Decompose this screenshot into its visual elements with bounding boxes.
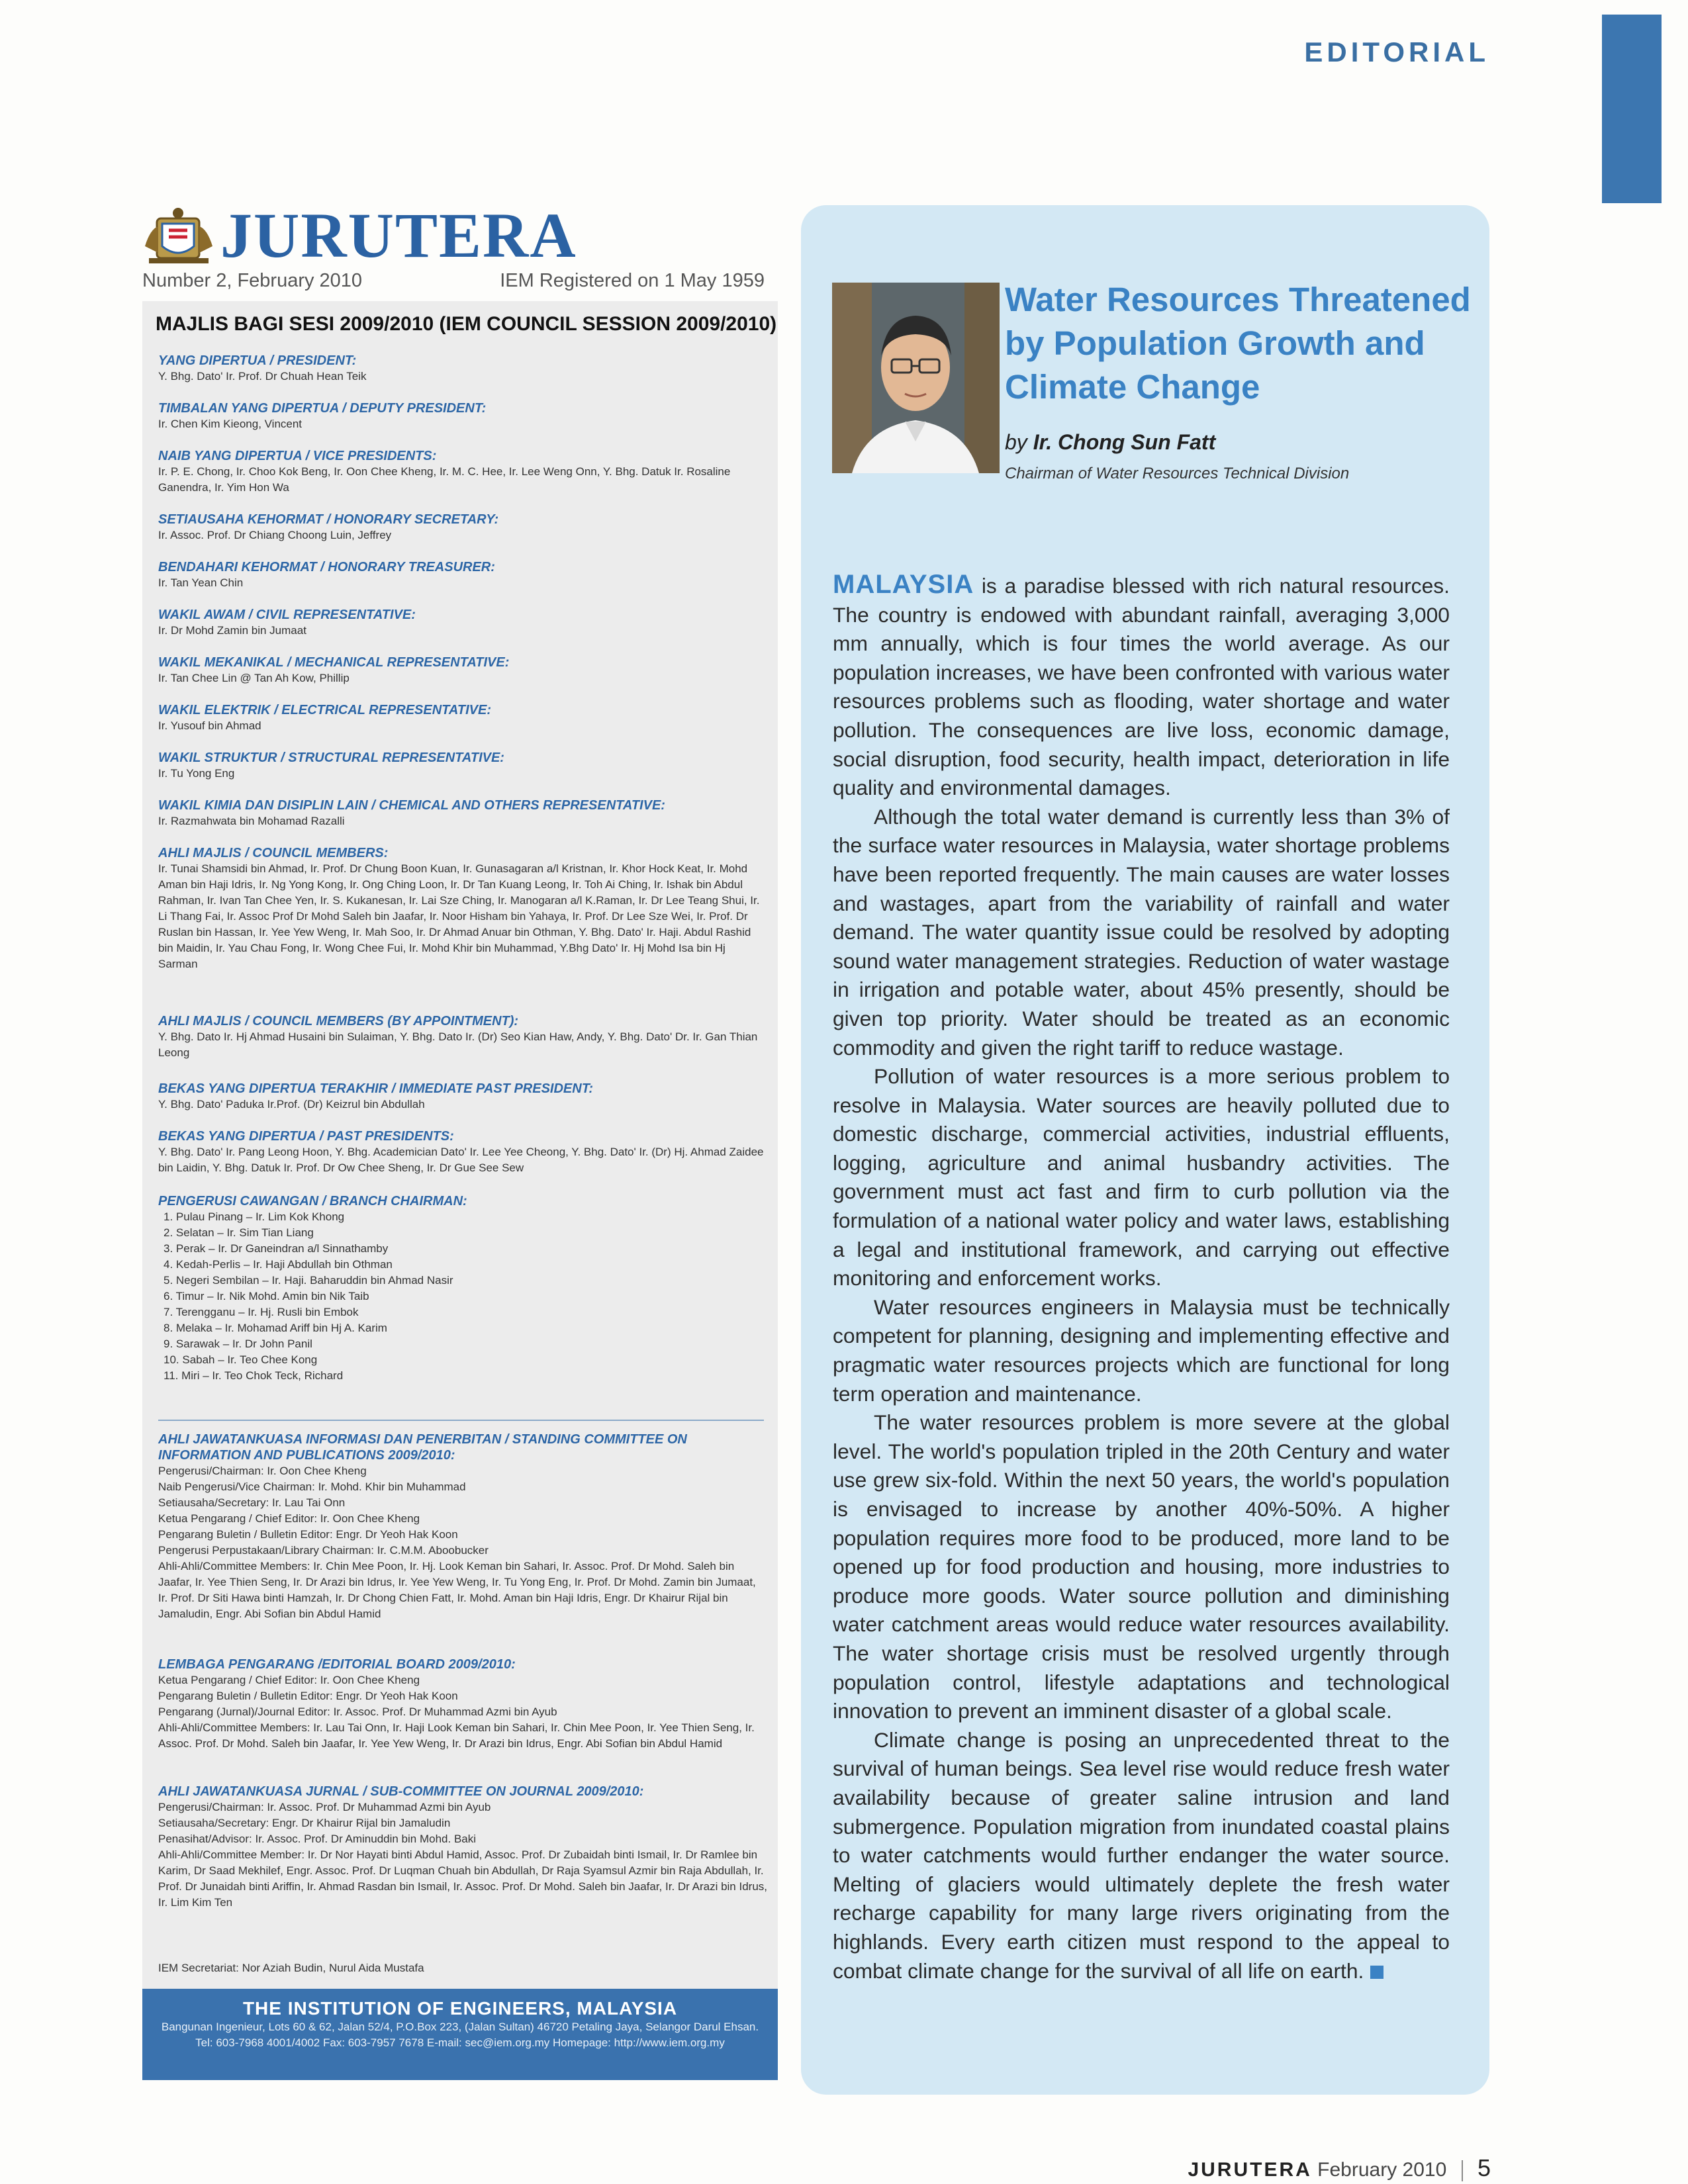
committee-line: Ketua Pengarang / Chief Editor: Ir. Oon Chee Kheng bbox=[158, 1674, 420, 1686]
section-heading: WAKIL AWAM / CIVIL REPRESENTATIVE: bbox=[158, 608, 416, 622]
section-heading: NAIB YANG DIPERTUA / VICE PRESIDENTS: bbox=[158, 449, 437, 463]
section-heading: BENDAHARI KEHORMAT / HONORARY TREASURER: bbox=[158, 560, 495, 574]
section-heading: AHLI MAJLIS / COUNCIL MEMBERS (BY APPOINTMENT): bbox=[158, 1014, 519, 1028]
branch-list bbox=[158, 1209, 767, 1384]
council-section-treasurer bbox=[158, 559, 767, 591]
section-body: Ir. Assoc. Prof. Dr Chiang Choong Luin, Jeffrey bbox=[158, 529, 392, 541]
article-paragraph: Although the total water demand is currently less than 3% of the surface water resources in Malaysia, water shortage problems have been reported frequently. The main causes are water losses and wastages, apart from the variability of rainfall and water demand. The water quantity issue could be resolved by adopting sound water management strategies. Reduction of water wastage in irrigation and potable water, about 45% presently, should be given top priority. Water should be treated as an economic commodity and given the right tariff to reduce wastage. bbox=[833, 804, 1450, 1060]
committee-line: Pengarang Buletin / Bulletin Editor: Engr. Dr Yeoh Hak Koon bbox=[158, 1690, 458, 1702]
page-number: 5 bbox=[1477, 2154, 1491, 2181]
council-section-appointed-members bbox=[158, 1013, 767, 1061]
council-section-immediate-past-president bbox=[158, 1081, 767, 1113]
secretariat-text: IEM Secretariat: Nor Aziah Budin, Nurul Aida Mustafa bbox=[158, 1962, 424, 1974]
section-body: Ir. Tan Chee Lin @ Tan Ah Kow, Phillip bbox=[158, 672, 350, 684]
section-heading: WAKIL ELEKTRIK / ELECTRICAL REPRESENTATIVE: bbox=[158, 703, 491, 717]
committee-line: Ahli-Ahli/Committee Members: Ir. Chin Mee Poon, Ir. Hj. Look Keman bin Sahari, Ir. Assoc. Prof. Dr Mohd. Saleh bin Jaafar, Ir. Yee Thien Seng, Ir. Dr Arazi bin Idrus, Ir. Yee Yew Weng, Ir. Tu Yong Eng, Ir. Prof. Dr Mohd. Zamin bin Jumaat, Ir. Prof. Dr Siti Hawa binti Hamzah, Ir. Dr Chong Chien Fatt, Ir. Mohd. Aman bin Haji Idris, Engr. Dr Khairur Rijal bin Jamaludin, Engr. Abi Sofian bin Abdul Hamid bbox=[158, 1560, 756, 1620]
article-paragraph bbox=[833, 1726, 1450, 1985]
council-section-electrical bbox=[158, 702, 767, 734]
lead-word: MALAYSIA bbox=[833, 570, 974, 599]
author-photo bbox=[832, 283, 1000, 473]
section-heading: BEKAS YANG DIPERTUA TERAKHIR / IMMEDIATE PAST PRESIDENT: bbox=[158, 1081, 594, 1096]
committee-line: Setiausaha/Secretary: Engr. Dr Khairur Rijal bin Jamaludin bbox=[158, 1817, 451, 1829]
footer-magazine: JURUTERA bbox=[1188, 2159, 1312, 2181]
committee-information-publications bbox=[158, 1432, 767, 1622]
council-panel bbox=[142, 301, 778, 1989]
masthead-issue: Number 2, February 2010 bbox=[142, 270, 363, 291]
council-section-past-presidents bbox=[158, 1128, 767, 1176]
council-section-council-members bbox=[158, 845, 767, 972]
committee-journal bbox=[158, 1784, 767, 1911]
list-item: 6. Timur – Ir. Nik Mohd. Amin bin Nik Taib bbox=[164, 1290, 369, 1302]
list-item: 9. Sarawak – Ir. Dr John Panil bbox=[164, 1338, 312, 1350]
committee-line: Ketua Pengarang / Chief Editor: Ir. Oon Chee Kheng bbox=[158, 1512, 420, 1525]
section-heading: AHLI JAWATANKUASA JURNAL / SUB-COMMITTEE ON JOURNAL 2009/2010: bbox=[158, 1784, 644, 1799]
section-heading: TIMBALAN YANG DIPERTUA / DEPUTY PRESIDENT: bbox=[158, 401, 487, 416]
list-item: 7. Terengganu – Ir. Hj. Rusli bin Embok bbox=[164, 1306, 359, 1318]
byline-prefix: by bbox=[1005, 430, 1027, 454]
council-section-chemical bbox=[158, 797, 767, 829]
section-label: EDITORIAL bbox=[1304, 36, 1489, 68]
committee-line: Ahli-Ahli/Committee Member: Ir. Dr Nor Hayati binti Abdul Hamid, Assoc. Prof. Dr Zubaidah binti Ismail, Ir. Dr Ramlee bin Karim, Dr Saad Mekhilef, Engr. Assoc. Prof. Dr Luqman Chuah bin Abdullah, Dr Raja Syamsul Azmir bin Raja Abdullah, Ir. Prof. Dr Junaidah binti Ariffin, Ir. Ahmad Rasdan bin Ismail, Ir. Assoc. Prof. Dr Mohd. Saleh bin Jaafar, Ir. Dr Arazi bin Idrus, Ir. Lim Kim Ten bbox=[158, 1848, 768, 1909]
list-item: 11. Miri – Ir. Teo Chok Teck, Richard bbox=[164, 1369, 344, 1382]
list-item: 4. Kedah-Perlis – Ir. Haji Abdullah bin Othman bbox=[164, 1258, 393, 1271]
article-body bbox=[833, 570, 1450, 1985]
committee-line: Pengarang (Jurnal)/Journal Editor: Ir. Assoc. Prof. Dr Muhammad Azmi bin Ayub bbox=[158, 1706, 557, 1718]
committee-line: Setiausaha/Secretary: Ir. Lau Tai Onn bbox=[158, 1496, 346, 1509]
section-body: Y. Bhg. Dato Ir. Hj Ahmad Husaini bin Sulaiman, Y. Bhg. Dato Ir. (Dr) Seo Kian Haw, Andy, Y. Bhg. Dato' Dr. Ir. Gan Thian Leong bbox=[158, 1030, 758, 1059]
list-item: 3. Perak – Ir. Dr Ganeindran a/l Sinnathamby bbox=[164, 1242, 389, 1255]
list-item: 2. Selatan – Ir. Sim Tian Liang bbox=[164, 1226, 314, 1239]
section-heading: YANG DIPERTUA / PRESIDENT: bbox=[158, 353, 357, 368]
section-body: Y. Bhg. Dato' Ir. Pang Leong Hoon, Y. Bhg. Academician Dato' Ir. Lee Yee Cheong, Y. Bhg. Dato' Ir. (Dr) Hj. Ahmad Zaidee bin Laidin, Y. Bhg. Datuk Ir. Prof. Dr Ow Chee Sheng, Ir. Dr Gue See Sew bbox=[158, 1146, 764, 1174]
secretariat bbox=[158, 1960, 767, 1976]
institution-address: Bangunan Ingenieur, Lots 60 & 62, Jalan 52/4, P.O.Box 223, (Jalan Sultan) 46720 Petaling Jaya, Selangor Darul Ehsan. bbox=[161, 2021, 759, 2033]
committee-line: Ahli-Ahli/Committee Members: Ir. Lau Tai Onn, Ir. Haji Look Keman bin Sahari, Ir. Chin Mee Poon, Ir. Yee Thien Seng, Ir. Assoc. Prof. Dr Mohd. Saleh bin Jaafar, Ir. Yee Yew Weng, Ir. Dr Arazi bin Idrus, Engr. Abi Sofian bin Abdul Hamid bbox=[158, 1721, 755, 1750]
section-heading: PENGERUSI CAWANGAN / BRANCH CHAIRMAN: bbox=[158, 1194, 467, 1208]
council-section-president bbox=[158, 353, 767, 385]
section-heading: WAKIL KIMIA DAN DISIPLIN LAIN / CHEMICAL AND OTHERS REPRESENTATIVE: bbox=[158, 798, 665, 813]
committee-editorial-board bbox=[158, 1657, 767, 1752]
section-body: Ir. P. E. Chong, Ir. Choo Kok Beng, Ir. Oon Chee Kheng, Ir. M. C. Hee, Ir. Lee Weng Onn, Y. Bhg. Datuk Ir. Rosaline Ganendra, Ir. Yim Hon Wa bbox=[158, 465, 731, 494]
divider bbox=[158, 1420, 764, 1421]
section-heading: BEKAS YANG DIPERTUA / PAST PRESIDENTS: bbox=[158, 1129, 454, 1144]
list-item: 10. Sabah – Ir. Teo Chee Kong bbox=[164, 1353, 318, 1366]
footer-issue: February 2010 bbox=[1317, 2159, 1447, 2181]
section-body: Y. Bhg. Dato' Ir. Prof. Dr Chuah Hean Teik bbox=[158, 370, 367, 383]
section-body: Ir. Tu Yong Eng bbox=[158, 767, 235, 780]
committee-line: Pengerusi Perpustakaan/Library Chairman: Ir. C.M.M. Aboobucker bbox=[158, 1544, 489, 1557]
section-body: Ir. Tan Yean Chin bbox=[158, 576, 244, 589]
institution-footer bbox=[142, 1989, 778, 2080]
author-name: Ir. Chong Sun Fatt bbox=[1033, 430, 1216, 454]
masthead-title: JURUTERA bbox=[220, 200, 577, 271]
article-paragraph bbox=[833, 570, 1450, 803]
section-heading: SETIAUSAHA KEHORMAT / HONORARY SECRETARY: bbox=[158, 512, 499, 527]
list-item: 8. Melaka – Ir. Mohamad Ariff bin Hj A. Karim bbox=[164, 1322, 387, 1334]
council-section-mechanical bbox=[158, 655, 767, 686]
byline bbox=[1005, 430, 1215, 455]
section-body: Ir. Yusouf bin Ahmad bbox=[158, 719, 261, 732]
section-heading: AHLI JAWATANKUASA INFORMASI DAN PENERBITAN / STANDING COMMITTEE ON INFORMATION AND PUBLICATIONS 2009/2010: bbox=[158, 1432, 687, 1463]
committee-line: Pengerusi/Chairman: Ir. Oon Chee Kheng bbox=[158, 1465, 367, 1477]
council-title: MAJLIS BAGI SESI 2009/2010 (IEM COUNCIL SESSION 2009/2010) bbox=[156, 313, 777, 335]
paragraph-text: is a paradise blessed with rich natural resources. The country is endowed with abundant rainfall, averaging 3,000 mm annually, which is four times the world average. As our population increases, we have been confronted with various water resources problems such as flooding, water shortage and water pollution. The consequences are live loss, economic damage, social disruption, food security, health impact, deterioration in life quality and environmental damages. bbox=[833, 574, 1450, 800]
article-title: Water Resources Threatened by Population Growth and Climate Change bbox=[1005, 281, 1471, 406]
council-section-civil bbox=[158, 607, 767, 639]
institution-name: THE INSTITUTION OF ENGINEERS, MALAYSIA bbox=[242, 1998, 678, 2019]
masthead-registration: IEM Registered on 1 May 1959 bbox=[500, 270, 765, 291]
paragraph-text: Climate change is posing an unprecedented threat to the survival of human beings. Sea level rise would reduce fresh water availability because of greater saline intrusion and land submergence. Population migration from inundated coastal plains to water catchments would further endanger the water source. Melting of glaciers would ultimately deplete the fresh water recharge capability for many large rivers originating from the highlands. Every earth citizen must respond to the appeal to combat climate change for the survival of all life on earth. bbox=[833, 1727, 1450, 1983]
committee-line: Penasihat/Advisor: Ir. Assoc. Prof. Dr Aminuddin bin Mohd. Baki bbox=[158, 1833, 477, 1845]
iem-crest-icon bbox=[142, 206, 215, 266]
council-section-secretary bbox=[158, 512, 767, 543]
section-body: Ir. Dr Mohd Zamin bin Jumaat bbox=[158, 624, 306, 637]
blue-edge-tab bbox=[1602, 15, 1662, 203]
list-item: 1. Pulau Pinang – Ir. Lim Kok Khong bbox=[164, 1210, 345, 1223]
section-body: Ir. Razmahwata bin Mohamad Razalli bbox=[158, 815, 345, 827]
section-heading: WAKIL MEKANIKAL / MECHANICAL REPRESENTATIVE: bbox=[158, 655, 510, 670]
masthead bbox=[142, 199, 765, 291]
committee-line: Pengarang Buletin / Bulletin Editor: Engr. Dr Yeoh Hak Koon bbox=[158, 1528, 458, 1541]
council-section-structural bbox=[158, 750, 767, 782]
committee-line: Naib Pengerusi/Vice Chairman: Ir. Mohd. Khir bin Muhammad bbox=[158, 1480, 466, 1493]
footer-separator bbox=[1462, 2160, 1463, 2181]
committee-line: Pengerusi/Chairman: Ir. Assoc. Prof. Dr Muhammad Azmi bin Ayub bbox=[158, 1801, 491, 1813]
section-heading: LEMBAGA PENGARANG /EDITORIAL BOARD 2009/2010: bbox=[158, 1657, 516, 1672]
article-paragraph: Pollution of water resources is a more serious problem to resolve in Malaysia. Water sources are heavily polluted due to domestic discharge, commercial activities, industrial effluents, logging, agriculture and animal husbandry activities. The government must act fast and firm to curb pollution via the formulation of a national water policy and water laws, establishing a legal and institutional framework, and carrying out effective monitoring and enforcement works. bbox=[833, 1064, 1450, 1291]
council-section-vice-presidents bbox=[158, 448, 767, 496]
section-body: Ir. Tunai Shamsidi bin Ahmad, Ir. Prof. Dr Chung Boon Kuan, Ir. Gunasagaran a/l Kristnan, Ir. Khor Hock Keat, Ir. Mohd Aman bin Haji Idris, Ir. Ng Yong Kong, Ir. Ong Ching Loon, Ir. Dr Tan Kuang Leong, Ir. Toh Ai Ching, Ir. Ishak bin Abdul Rahman, Ir. Ivan Tan Chee Yen, Ir. S. Kukanesan, Ir. Lai Sze Ching, Ir. Manogaran a/l K.Raman, Ir. Dr Lee Teang Shui, Ir. Li Thang Fai, Ir. Assoc Prof Dr Mohd Saleh bin Jaafar, Ir. Noor Hisham bin Yahaya, Ir. Prof. Dr Lee Sze Wei, Ir. Prof. Dr Ruslan bin Hassan, Ir. Yee Yew Weng, Ir. Mah Soo, Ir. Dr Ahmad Anuar bin Othman, Y. Bhg. Dato' Ir. Haji. Abdul Rashid bin Maidin, Ir. Yau Chau Fong, Ir. Wong Chee Fui, Ir. Mohd Khir bin Muhammad, Y.Bhg Dato' Ir. Hj Mohd Isa bin Hj Sarman bbox=[158, 862, 760, 970]
institution-contacts: Tel: 603-7968 4001/4002 Fax: 603-7957 7678 E-mail: sec@iem.org.my Homepage: http://www.iem.org.my bbox=[195, 2036, 725, 2049]
section-heading: AHLI MAJLIS / COUNCIL MEMBERS: bbox=[158, 846, 389, 860]
article-paragraph: Water resources engineers in Malaysia must be technically competent for planning, designing and implementing effective and pragmatic water resources projects which are functional for long term operation and maintenance. bbox=[833, 1295, 1450, 1406]
end-mark-icon bbox=[1370, 1966, 1383, 1979]
article-paragraph: The water resources problem is more severe at the global level. The world's population tripled in the 20th Century and water use grew six-fold. Within the next 50 years, the world's population is envisaged to increase by another 40%-50%. A higher population requires more food to be produced, more land to be opened up for food production and housing, more industries to produce more goods. Water source pollution and diminishing water catchment areas would reduce water resources availability. The water shortage crisis must be resolved urgently through population control, lifestyle adaptations and technological innovation to prevent an imminent disaster of a global scale. bbox=[833, 1410, 1450, 1723]
list-item: 5. Negeri Sembilan – Ir. Haji. Baharuddin bin Ahmad Nasir bbox=[164, 1274, 453, 1287]
author-portrait-icon bbox=[832, 283, 1000, 473]
section-heading: WAKIL STRUKTUR / STRUCTURAL REPRESENTATIVE: bbox=[158, 751, 504, 765]
page-footer bbox=[1188, 2154, 1491, 2182]
author-role: Chairman of Water Resources Technical Division bbox=[1005, 465, 1350, 482]
section-body: Y. Bhg. Dato' Paduka Ir.Prof. (Dr) Keizrul bin Abdullah bbox=[158, 1098, 425, 1111]
branch-chairman-section bbox=[158, 1193, 767, 1384]
council-section-deputy-president bbox=[158, 400, 767, 432]
section-body: Ir. Chen Kim Kieong, Vincent bbox=[158, 418, 303, 430]
